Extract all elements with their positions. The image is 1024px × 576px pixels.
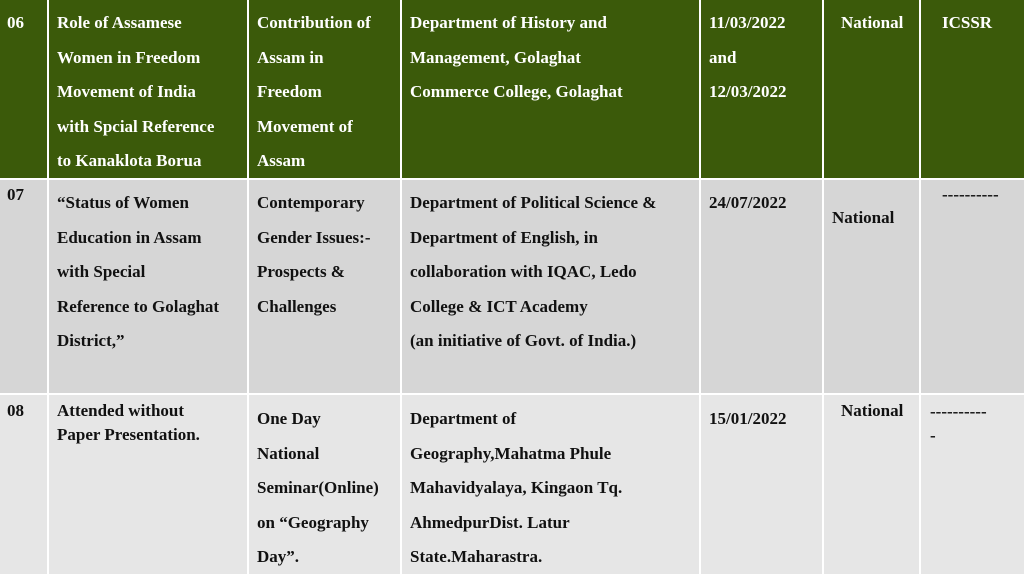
table-cell-level (824, 180, 921, 395)
cell-text: ---------- (942, 185, 999, 204)
table-cell-date (701, 0, 824, 180)
table-cell-sponsor (921, 0, 1024, 180)
table-cell-paper-title (49, 180, 249, 395)
cell-text: 08 (7, 401, 24, 420)
cell-text: National (841, 13, 904, 32)
cell-text: ---------- - (930, 402, 987, 445)
table-cell-level (824, 395, 921, 576)
table-cell-sponsor (921, 180, 1024, 395)
cell-text: 06 (7, 13, 24, 32)
table-cell-sponsor (921, 395, 1024, 576)
table-cell-organizer (402, 180, 701, 395)
cell-text: Contribution of Assam in Freedom Movement of Assam (257, 13, 371, 170)
table-cell-seminar-theme (249, 0, 402, 180)
table-cell-paper-title (49, 0, 249, 180)
cell-text: Contemporary Gender Issues:- Prospects & Challenges (257, 193, 371, 316)
table-cell-paper-title (49, 395, 249, 576)
cell-text: Department of Political Science & Department of English, in collaboration with IQAC, Ledo College & ICT Academy (an initiative of Govt. of India.) (410, 193, 657, 350)
cell-text: National (832, 208, 895, 227)
table-cell-level (824, 0, 921, 180)
cell-text: 11/03/2022 and 12/03/2022 (709, 13, 787, 101)
cell-text: 07 (7, 185, 24, 204)
cell-text: National (841, 401, 904, 420)
cell-text: Role of Assamese Women in Freedom Movement of India with Spcial Reference to Kanaklota Borua (57, 13, 215, 170)
cell-text: 15/01/2022 (709, 409, 787, 428)
table-cell-sl-no (0, 180, 49, 395)
table-cell-date (701, 395, 824, 576)
table-cell-organizer (402, 0, 701, 180)
cell-text: 24/07/2022 (709, 193, 787, 212)
table-cell-organizer (402, 395, 701, 576)
cell-text: One Day National Seminar(Online) on “Geography Day”. (257, 409, 379, 566)
cell-text: Department of Geography,Mahatma Phule Mahavidyalaya, Kingaon Tq. AhmedpurDist. Latur State.Maharastra. (410, 409, 623, 566)
cell-text: “Status of Women Education in Assam with Special Reference to Golaghat District,” (57, 193, 220, 350)
table-cell-sl-no (0, 0, 49, 180)
cell-text: ICSSR (942, 13, 993, 32)
table-cell-seminar-theme (249, 180, 402, 395)
table-cell-seminar-theme (249, 395, 402, 576)
table-cell-date (701, 180, 824, 395)
cell-text: Department of History and Management, Golaghat Commerce College, Golaghat (410, 13, 623, 101)
cell-text: Attended without Paper Presentation. (57, 401, 200, 444)
table-cell-sl-no (0, 395, 49, 576)
